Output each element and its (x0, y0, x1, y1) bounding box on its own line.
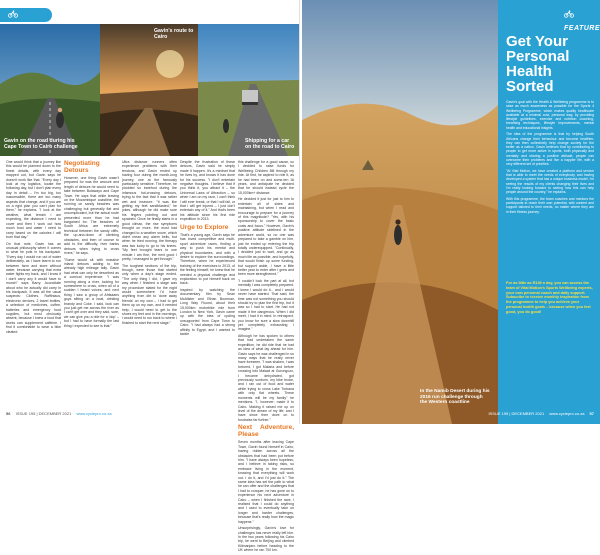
namib-photo (302, 0, 498, 424)
sidebar-highlight: For as little as R149 a day, you can access the team of Vital Motion's Sports Wellbeing experts, your own personal coach and daily support. Subscribe to receive monthly inspiration from the programme to help you achieve your personal health goals – because when you feel good, you do good! (506, 281, 593, 314)
text-column-4 (180, 160, 235, 339)
photo-caption: In the Namib Desert during his 2016 run challenge through the Western coastline (420, 389, 490, 406)
feature-tab (0, 8, 52, 22)
sidebar-paragraph: The idea of the programme is that by helping South Africans change their behaviour and become healthier, they can then collectively help change society for the better as a nation. Gavin believes that by contributing to people to get more active in sports, both physically and mentally and sharing a positive attitude, people can overcome their problems and live a happier life, with a very different set of priorities. (506, 132, 594, 167)
sidebar-paragraph: Gavin's goal with the Health & Wellbeing programme is to raise as much awareness as possible for the Sports 4 Wellbeing Programme, which makes quality healthcare available at a minimal cost, personal way, by providing lifestyle guidelines, exercise and nutrition coaching, breathing techniques, lifestyle improvements, mental health and educational insights. (506, 100, 594, 130)
paragraph: On that note, Gavin has an unusual philosophy when it comes to what he puts in his backpack. "Every day I would run out of water deliberately, as I have learnt to run between farm and store without water, because carrying that extra water fights my back, and I know if I don't carry any it would have to munch" says Barry. Aconcitate about who he actually did carry in his backpack. It was all the usual suspects: Clothes, Raffiniaus, electronic devices, 2 travel bottles, a selection of medicines, coffee, batteries and emergency food supplies, but most obviously absent, because I knew a food that works can supplement caffeine. I find it comfortable to wear a bike cleated. (6, 241, 61, 334)
feature-tab (548, 8, 600, 32)
text-column-1 (6, 160, 61, 336)
truck-road-image (198, 24, 299, 156)
paragraph: Inspired by watching the documentary film by Sean McAlister and Ethan Boorman, Long Way Round, about their 15,000km motorbike ride from London to New York, Gavin came up with the idea of cycling unsupported from Cape Town to Cairo. "I had always had a strong affinity to Egypt, and I wanted to tackle (180, 287, 235, 336)
paragraph: Seven months after leaving Cape Town, Gavin found himself in Cairo, having ridden across all the obstacles that had been put before him. "I have always been hopeless, and I believe in taking risks, so embrace living in the moment, knowing that everything will work out. I do it, and I'd just do it." The same idea has set the path to what he can offer and the challenges that I had to conquer, he has gone on to experience his next adventure in Cairo – when I finished the race, I realised that I could do anything and I used to eventually take on longer and harder challenges, because that's really how the magic happens." (238, 440, 294, 524)
photo-caption: Gavin's route to Cairo (154, 28, 194, 41)
cape-town-photo (0, 24, 100, 156)
footer (488, 411, 594, 416)
feature-label: FEATURE (564, 25, 600, 32)
sunset-image (100, 24, 198, 156)
paragraph: One would think that a journey like this would be planned down to the finest details, with every day mapped out, but Gavin says he doesn't work like that. "Every day I look at my logistics, locate the following day, but I don't plan every day in detail – I'm too big, too inaccessible, there are too many aspects that change, and if you are on a rigid plan you can't plan for them," he explains. "I look at the weather, what terrain I am expecting, the distance I need to cover and then I work out how much food and water I need to carry based on the calories I will burn that day." (6, 160, 61, 239)
sidebar-paragraph: "At Vital Motion, we have created a platform and service that is able to meet the needs of everybody, and having developed a system that has a unique business model, I'm seeing the results of my clients changing their lives and I'm really looking forward to seeing how this can help people around the country," he explains. (506, 168, 594, 195)
cyclist-icon (564, 10, 574, 18)
paragraph: Although he has spoken to others that had undertaken the same expedition, he did ride that he had an idea of what lay ahead for him. Gavin says he was challenged in so many ways that he really never have foreseen. "I was shaken, I was tortured, I got Malaria and before crossing into Malawi at Gorongozo, I became dehydrated, got previously sunburn, my bike broke, and I ran out of food and water while trying to cross Lake Turkana with only flat wheels. These moments will be my family" he mentions. "I, however: made it to Cairo. Making it raised me up on level of the dream of my life, and I have since then dove on to fundraise far further." (238, 334, 294, 422)
paragraph: The toughest sections of the trip, though, were those that started only when a day's stage ended. "The only thing I did, I gave my way when I finished a stage was my procedure stated for the night would somewhere I'd have anything from dirt to 'done away friends' on my own – I had to get them up on my own, and it needed help, I would need to get to the shoes my feet and in the mornings, I would need to run back to where I finished to start the next stage." (122, 263, 177, 325)
paragraph: Despite the frustration of these detours, Gavin said he simply made it happen. It's a mindset that he lives by, and knows it has done for his success. "I don't entertain negative thoughts. I believe that if you think it, you attract it – the Universal Laws of Attraction – so when I am on my race, I can't think I will ever break, or that I will fail, or that I will get injured – I just don't entertain any of it." And that's been his attitude since his first ride expedition in 2013. (180, 160, 235, 222)
issue-label: ISSUE 195 | DECEMBER 2021 (488, 411, 545, 416)
footer (6, 411, 112, 416)
section-heading: Urge to Explore (180, 223, 229, 231)
route-photo (100, 24, 198, 156)
paragraph: "Some would sit with massive inland detours adding to the already high mileage tally. Gavin had what can only be described as a comical experience. "I was running along a river, looking for somewhere to cross, when all of a sudden I heard voices, and next thing I saw a group of Afrikaans guys sitting on a boat, drinking brandy and Coke. I said, look can you just get me across the river as I can't get over and they said, sure, we can give you a ride for a 'dop' – but I had to have formally the last thing I expected to see is that." (64, 257, 119, 328)
paragraph: That's a young age, Gavin says he has loved competitive and multi-sport adventure races, finding a way to push his mental and physical boundaries, and with a desire to explore the surroundings. Therefore, when he experienced training of the exercises in 2013, of the feeling himself, he knew that he needed a physical challenge and exploration to put himself back on track. (180, 232, 235, 286)
sidebar-body (506, 100, 594, 216)
landscape-image (0, 24, 100, 156)
sidebar-title: Get Your Personal Health Sorted (506, 33, 570, 95)
page-number: 57 (589, 411, 594, 416)
desert-image (302, 0, 498, 424)
paragraph: this challenge for a good cause, so I decided to raise funds for Wellbeing Children Bill through my ride. At first, he aspired to ride it, as he had been on and some-ten 16 years, and anticipate he decided that he should instead cycle the 15,000km+ distance. (238, 160, 294, 195)
paragraph: He decided it just for just to him to entertain all of sides and maintaining, but when I read and encourage to prepare for a journey of this magnitude? "Yes, with his sponsorship to cover the basic costs and focus." However, Gavin's positive attitude sidelined in the adventure world, so no one was prepared to take a gamble on him, just he ended up entering the trip totally underequipped. "Continually, I decided just to wait, and go as much life as possible, and hopefully, that would finish up some funding, but support aside, I have a little better year to enter after I grew and been more strengthened." (238, 197, 294, 277)
paragraph: "I couldn't look the part at all, but mentally I was completely prepared. I knew I would do it... and I would never have started. That said, the time was not something you should should try to plan the first trip, but it was so I had to start. He had not made it the dangerous. When I did meet, I had it in mind. In retrospect, you know for sure a slow downhill yet completely exhausting I imagine." (238, 278, 294, 332)
text-column-2 (64, 160, 119, 330)
site-link[interactable]: www.cyclepro.co.za (76, 411, 112, 416)
text-column-3 (122, 160, 177, 327)
photo-caption: Gavin on the road during his Cape Town to Cairo challenge (4, 137, 78, 150)
sidebar-paragraph: With this programme, the team coaches and mentors the participants to reach their own potential, with content and support tailored to their needs, no matter where they are in their fitness journey. (506, 196, 594, 214)
paragraph: Unsurprisingly, Gavin's love for challenges has never really left him. In the two years following his Cairo trip, he went to Beijing and climbed Kilimanjaro before heading to the UK where he ran 700 km. (238, 526, 294, 553)
page-number: 56 (6, 411, 11, 416)
section-heading: Negotiating Detours (64, 160, 100, 174)
section-heading: Next Adventure, Please (238, 424, 294, 439)
left-page (0, 0, 300, 553)
paragraph: Ultra distance runners often experience problems with their tendons, and Gavin ended up having four during the month-long journey, one at the famously particularly sensitive. Therefore, he plodded so barefoot during the infamous hot-crossing detours, trying to the fact that it was rather wet and insecure. "It was like getting my feet sandblasted," he jokes, although he did make sure his fingers pointing out and sprained. Once he finally starts in a good climax, the rise symptoms brought on more, the most had changed to a weather snore, which didn't mean any alarm bells, but when he tried running, the therapy was two lucky to go to his knees. "My feet brought tears to one minute I am fine, the next good I pretty, I managed to get through." (122, 160, 177, 261)
cyclist-icon (8, 10, 18, 18)
text-column-5 (238, 160, 294, 555)
site-link[interactable]: www.cyclepro.co.za (549, 411, 585, 416)
issue-label: ISSUE 195 | DECEMBER 2021 (15, 411, 72, 416)
paragraph: However, one thing Gavin wasn't prepared for was the amount and length of detours he would need to take between Bulawayo and Cape Town. He says that while leaving on the Mozambique coastline, the running on sandy beaches was challenging but generally flat and uncomplicated, but the actual route presented more than he had bargained for. The beaches of South Africa are extremely technical between the sandy cliffs, the up-and-down of climbing obstacles, and then of course to add to the difficulty, river banks detours when trying to cross rivers," he says. (64, 176, 119, 255)
photo-caption: Shipping for a car on the road to Cairo (245, 137, 295, 150)
shipping-photo (198, 24, 299, 156)
